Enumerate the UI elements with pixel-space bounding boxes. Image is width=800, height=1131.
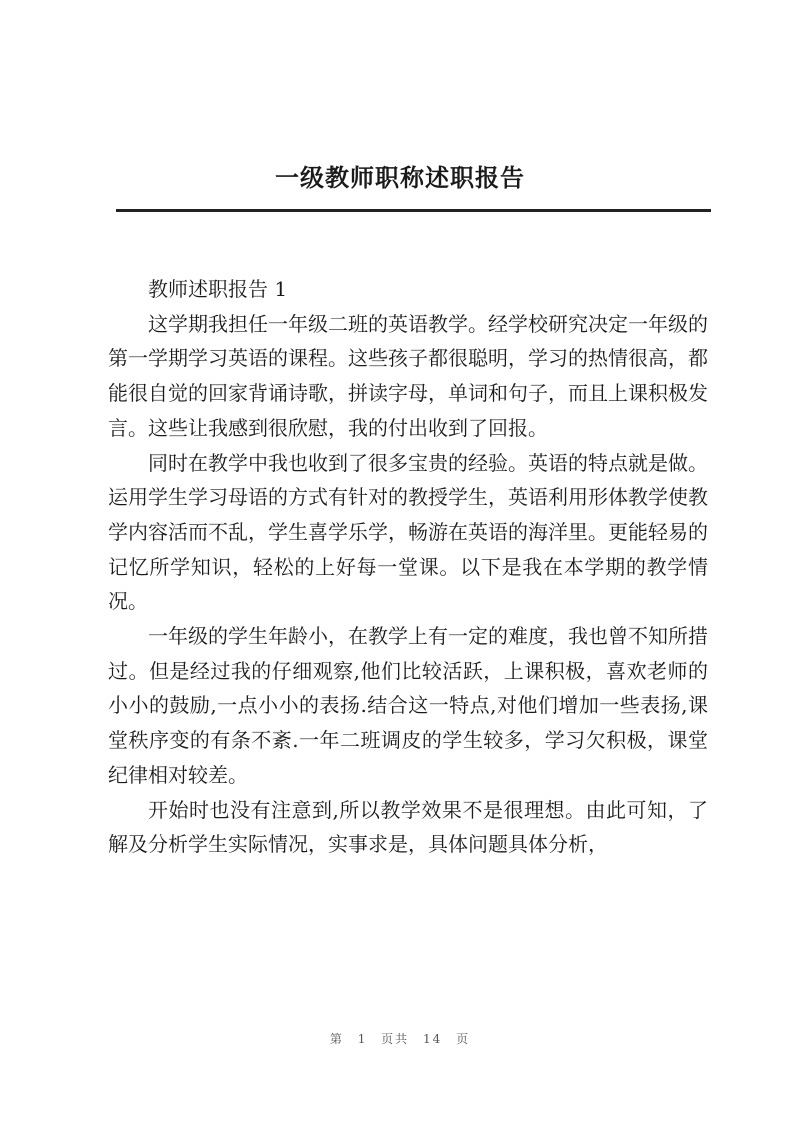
title-underline [116, 209, 711, 212]
body-paragraph-4: 开始时也没有注意到,所以教学效果不是很理想。由此可知，了解及分析学生实际情况，实事求是，具体问题具体分析， [108, 797, 708, 857]
footer-page-suffix: 页 [456, 1032, 471, 1046]
body-paragraph-2: 同时在教学中我也收到了很多宝贵的经验。英语的特点就是做。运用学生学习母语的方式有针对的教授学生，英语利用形体教学使教学内容活而不乱，学生喜学乐学，畅游在英语的海洋里。更能轻易的记忆所学知识，轻松的上好每一堂课。以下是我在本学期的教学情况。 [108, 450, 708, 614]
footer-total-pages: 14 [423, 1032, 443, 1046]
document-title: 一级教师职称述职报告 [275, 163, 525, 192]
footer-page-mid: 页共 [381, 1032, 410, 1046]
page-footer [0, 1030, 800, 1047]
footer-current-page: 1 [357, 1032, 368, 1046]
section-heading: 教师述职报告 1 [148, 277, 288, 301]
body-paragraph-3: 一年级的学生年龄小，在教学上有一定的难度，我也曾不知所措过。但是经过我的仔细观察,他们比较活跃，上课积极，喜欢老师的小小的鼓励,一点小小的表扬.结合这一特点,对他们增加一些表扬,课堂秩序变的有条不紊.一年二班调皮的学生较多，学习欠积极，课堂纪律相对较差。 [108, 624, 708, 787]
footer-page-prefix: 第 [329, 1032, 344, 1046]
document-body [108, 272, 708, 862]
body-paragraph-1: 这学期我担任一年级二班的英语教学。经学校研究决定一年级的第一学期学习英语的课程。这些孩子都很聪明，学习的热情很高，都能很自觉的回家背诵诗歌，拼读字母，单词和句子，而且上课积极发言。这些让我感到很欣慰，我的付出收到了回报。 [108, 311, 708, 440]
